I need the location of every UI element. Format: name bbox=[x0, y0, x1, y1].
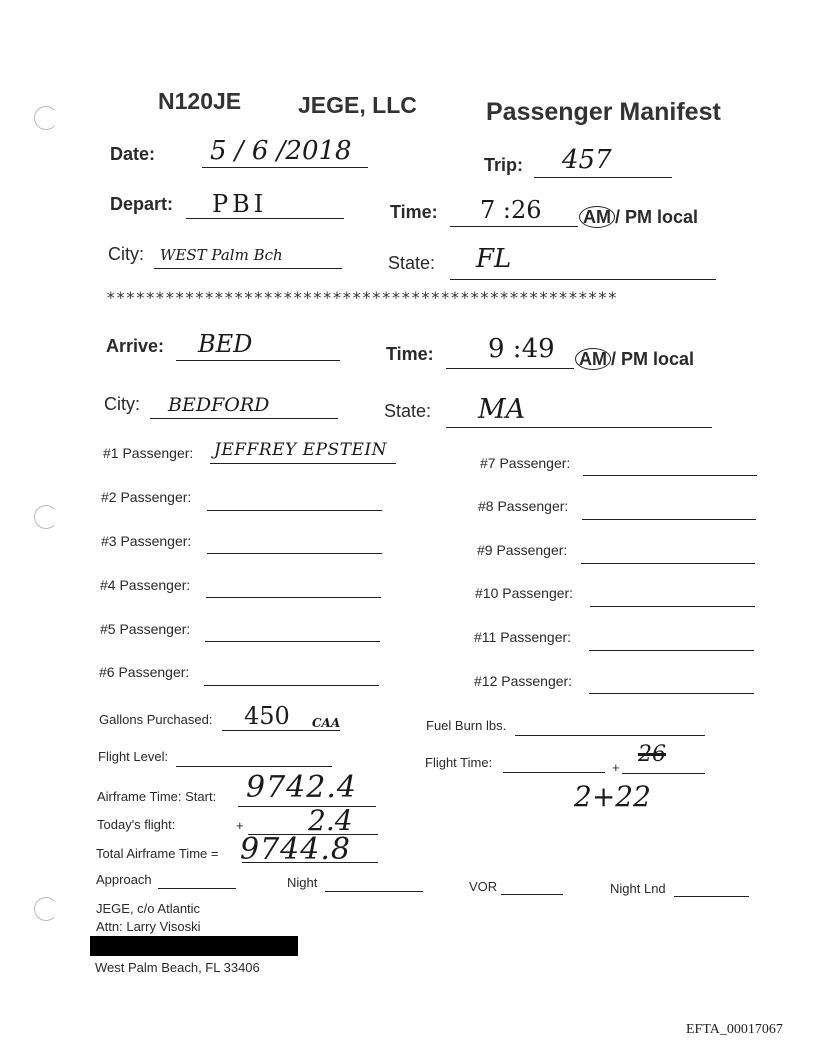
depart-time-line bbox=[450, 226, 578, 227]
page-title: Passenger Manifest bbox=[486, 98, 721, 126]
passenger-1-value: JEFFREY EPSTEIN bbox=[214, 440, 387, 460]
gallons-value: 450 bbox=[244, 702, 290, 730]
passenger-10-label: #10 Passenger: bbox=[475, 585, 574, 601]
date-label: Date: bbox=[110, 144, 156, 164]
airframe-start-value: 9742.4 bbox=[246, 770, 357, 805]
depart-time-label: Time: bbox=[390, 202, 438, 222]
passenger-9-line bbox=[581, 563, 755, 564]
arrive-time-line bbox=[446, 368, 574, 369]
arrive-am-circled: AM bbox=[575, 348, 611, 370]
todays-flight-label: Today's flight: bbox=[97, 817, 176, 832]
passenger-2-line bbox=[207, 510, 382, 511]
arrive-line bbox=[176, 360, 340, 361]
separator-stars: **************************************************** bbox=[106, 288, 618, 307]
airframe-start-line bbox=[238, 806, 376, 807]
night-lnd-label: Night Lnd bbox=[610, 881, 666, 896]
flight-time-line-1 bbox=[503, 772, 605, 773]
night-lnd-line bbox=[674, 896, 749, 897]
passenger-5-line bbox=[205, 641, 380, 642]
arrive-time-value: 9 :49 bbox=[488, 334, 555, 364]
address-line-2: Attn: Larry Visoski bbox=[96, 919, 201, 934]
depart-state-value: FL bbox=[476, 244, 512, 274]
gallons-label: Gallons Purchased: bbox=[99, 712, 213, 727]
passenger-10-line bbox=[590, 606, 755, 607]
depart-city-line bbox=[154, 268, 342, 269]
passenger-11-line bbox=[589, 650, 754, 651]
flight-time-total: 2+22 bbox=[574, 780, 651, 813]
arrive-city-label: City: bbox=[104, 394, 140, 414]
depart-label: Depart: bbox=[110, 194, 174, 214]
flight-time-line-2 bbox=[622, 773, 705, 774]
approach-label: Approach bbox=[96, 872, 152, 887]
passenger-3-label: #3 Passenger: bbox=[101, 533, 192, 549]
passenger-9-label: #9 Passenger: bbox=[477, 542, 568, 558]
passenger-3-line bbox=[207, 553, 382, 554]
depart-line bbox=[186, 218, 344, 219]
depart-time-value: 7 :26 bbox=[480, 196, 542, 224]
address-line-1: JEGE, c/o Atlantic bbox=[96, 901, 201, 916]
gallons-note: CAA bbox=[312, 716, 341, 730]
punch-hole-top bbox=[34, 106, 58, 130]
redaction-bar bbox=[90, 936, 298, 956]
passenger-5-label: #5 Passenger: bbox=[100, 621, 191, 637]
passenger-1-line bbox=[210, 463, 396, 464]
date-line bbox=[202, 167, 368, 168]
passenger-6-label: #6 Passenger: bbox=[99, 664, 190, 680]
trip-value: 457 bbox=[562, 145, 612, 175]
arrive-value: BED bbox=[198, 330, 253, 358]
depart-city-label: City: bbox=[108, 244, 144, 264]
passenger-4-line bbox=[206, 597, 381, 598]
flight-time-label: Flight Time: bbox=[425, 755, 493, 770]
depart-pm-local: / PM local bbox=[615, 207, 699, 227]
company-name: JEGE, LLC bbox=[298, 92, 417, 118]
arrive-city-value: BEDFORD bbox=[168, 394, 270, 416]
passenger-1-label: #1 Passenger: bbox=[103, 445, 194, 461]
depart-am-pm bbox=[579, 206, 698, 228]
passenger-7-label: #7 Passenger: bbox=[480, 455, 571, 471]
total-airframe-value: 9744.8 bbox=[240, 832, 351, 867]
depart-state-label: State: bbox=[388, 253, 436, 273]
arrive-city-line bbox=[150, 418, 338, 419]
airframe-start-label: Airframe Time: Start: bbox=[97, 789, 217, 804]
fuel-burn-line bbox=[515, 735, 705, 736]
depart-state-line bbox=[450, 279, 716, 280]
passenger-8-label: #8 Passenger: bbox=[478, 498, 569, 514]
punch-hole-bottom bbox=[34, 897, 58, 921]
approach-line bbox=[158, 888, 236, 889]
arrive-label: Arrive: bbox=[106, 336, 165, 356]
arrive-state-label: State: bbox=[384, 401, 432, 421]
passenger-6-line bbox=[204, 685, 379, 686]
total-airframe-label: Total Airframe Time = bbox=[96, 846, 219, 861]
todays-flight-plus: + bbox=[236, 818, 244, 833]
passenger-7-line bbox=[583, 475, 757, 476]
arrive-state-value: MA bbox=[478, 394, 526, 425]
depart-am-circled: AM bbox=[579, 206, 615, 228]
passenger-8-line bbox=[582, 519, 756, 520]
address-line-4: West Palm Beach, FL 33406 bbox=[95, 960, 260, 975]
flight-time-struck: 26 bbox=[638, 742, 666, 767]
fuel-burn-label: Fuel Burn lbs. bbox=[426, 718, 507, 733]
depart-city-value: WEST Palm Bch bbox=[160, 246, 283, 264]
passenger-12-label: #12 Passenger: bbox=[474, 673, 573, 689]
vor-label: VOR bbox=[469, 879, 498, 894]
night-line bbox=[325, 891, 423, 892]
night-label: Night bbox=[287, 875, 318, 890]
arrive-am-pm bbox=[575, 348, 694, 370]
arrive-state-line bbox=[446, 427, 712, 428]
punch-hole-middle bbox=[34, 505, 58, 529]
gallons-line bbox=[222, 730, 340, 731]
date-value: 5 / 6 /2018 bbox=[210, 136, 352, 166]
todays-flight-value: 2.4 bbox=[308, 804, 353, 837]
depart-value: PBI bbox=[212, 190, 268, 218]
passenger-11-label: #11 Passenger: bbox=[474, 629, 572, 645]
trip-line bbox=[534, 177, 672, 178]
footer-document-id: EFTA_00017067 bbox=[686, 1022, 783, 1037]
passenger-12-line bbox=[589, 693, 754, 694]
arrive-time-label: Time: bbox=[386, 344, 434, 364]
passenger-4-label: #4 Passenger: bbox=[100, 577, 191, 593]
trip-label: Trip: bbox=[484, 155, 523, 175]
flight-time-plus: + bbox=[612, 760, 620, 775]
flight-level-label: Flight Level: bbox=[98, 749, 169, 764]
arrive-pm-local: / PM local bbox=[611, 349, 695, 369]
vor-line bbox=[501, 894, 563, 895]
tail-number: N120JE bbox=[158, 88, 242, 114]
passenger-2-label: #2 Passenger: bbox=[101, 489, 192, 505]
flight-level-line bbox=[176, 766, 332, 767]
